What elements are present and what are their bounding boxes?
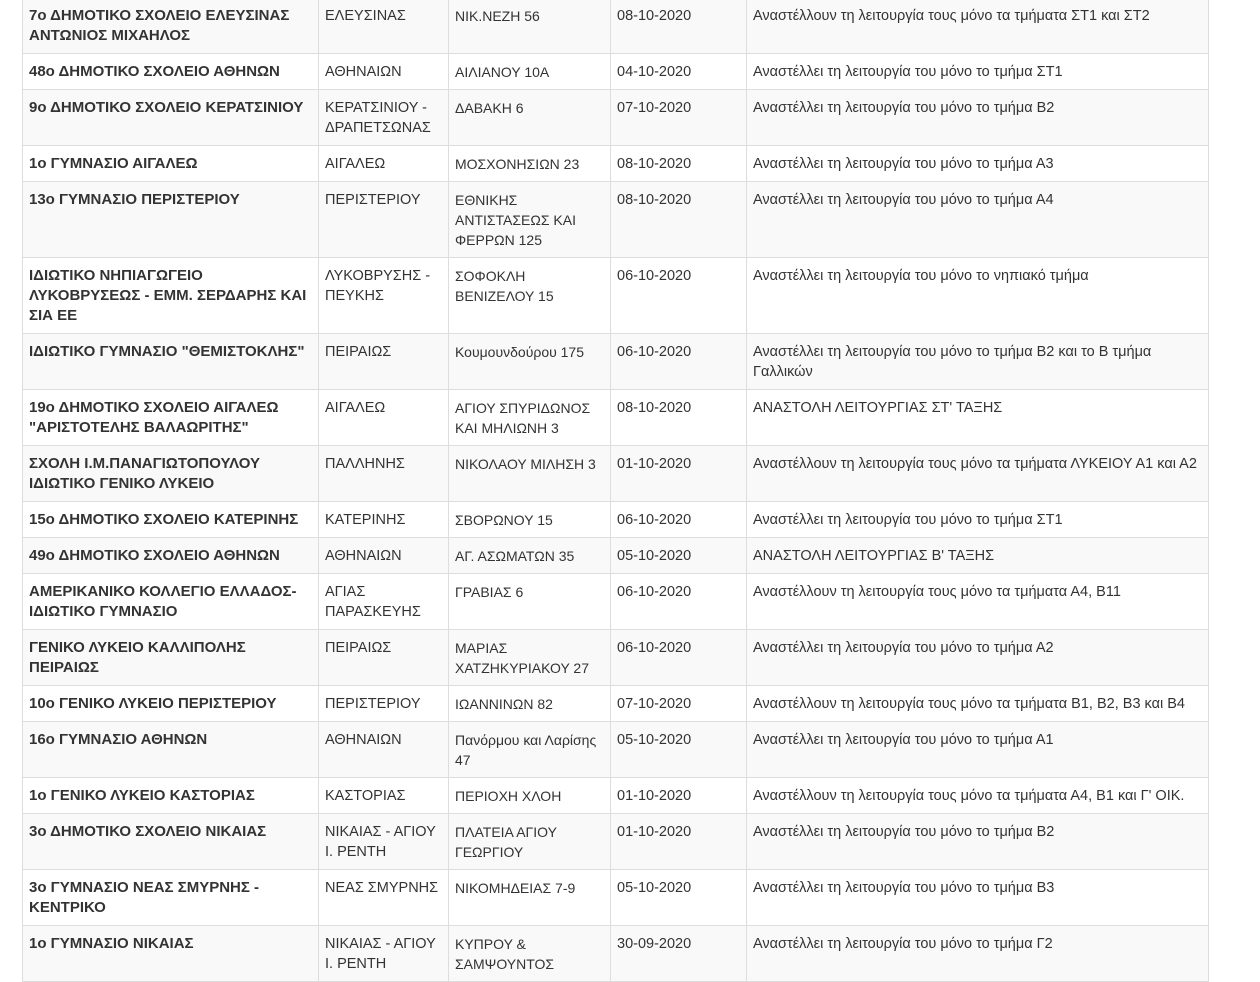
municipality-cell: ΚΑΣΤΟΡΙΑΣ	[319, 778, 449, 814]
suspension-note-cell: Αναστέλλει τη λειτουργία του μόνο το τμήμα Β2 και το Β τμήμα Γαλλικών	[747, 334, 1209, 390]
suspension-note-cell: ΑΝΑΣΤΟΛΗ ΛΕΙΤΟΥΡΓΙΑΣ ΣΤ' ΤΑΞΗΣ	[747, 390, 1209, 446]
suspension-note-cell: ΑΝΑΣΤΟΛΗ ΛΕΙΤΟΥΡΓΙΑΣ Β' ΤΑΞΗΣ	[747, 538, 1209, 574]
school-name-cell: 7ο ΔΗΜΟΤΙΚΟ ΣΧΟΛΕΙΟ ΕΛΕΥΣΙΝΑΣ ΑΝΤΩΝΙΟΣ ΜΙΧΑΗΛΟΣ	[23, 0, 319, 54]
address-cell: Πανόρμου και Λαρίσης 47	[449, 722, 611, 778]
suspension-note-cell: Αναστέλλει τη λειτουργία του μόνο το τμήμα ΣΤ1	[747, 54, 1209, 90]
school-name-cell: 13ο ΓΥΜΝΑΣΙΟ ΠΕΡΙΣΤΕΡΙΟΥ	[23, 182, 319, 258]
school-name-cell: 9ο ΔΗΜΟΤΙΚΟ ΣΧΟΛΕΙΟ ΚΕΡΑΤΣΙΝΙΟΥ	[23, 90, 319, 146]
address-cell: ΣΟΦΟΚΛΗ ΒΕΝΙΖΕΛΟΥ 15	[449, 258, 611, 334]
table-row	[23, 446, 1209, 502]
school-name-cell: ΑΜΕΡΙΚΑΝΙΚΟ ΚΟΛΛΕΓΙΟ ΕΛΛΑΔΟΣ-ΙΔΙΩΤΙΚΟ ΓΥΜΝΑΣΙΟ	[23, 574, 319, 630]
address-cell: ΑΓ. ΑΣΩΜΑΤΩΝ 35	[449, 538, 611, 574]
suspension-note-cell: Αναστέλλουν τη λειτουργία τους μόνο τα τμήματα ΣΤ1 και ΣΤ2	[747, 0, 1209, 54]
suspension-note-cell: Αναστέλλει τη λειτουργία του μόνο το τμήμα Α1	[747, 722, 1209, 778]
date-cell: 08-10-2020	[611, 146, 747, 182]
date-cell: 01-10-2020	[611, 814, 747, 870]
suspension-note-cell: Αναστέλλουν τη λειτουργία τους μόνο τα τμήματα Β1, Β2, Β3 και Β4	[747, 686, 1209, 722]
municipality-cell: ΑΘΗΝΑΙΩΝ	[319, 538, 449, 574]
date-cell: 08-10-2020	[611, 0, 747, 54]
municipality-cell: ΠΕΡΙΣΤΕΡΙΟΥ	[319, 182, 449, 258]
table-row	[23, 182, 1209, 258]
table-row	[23, 390, 1209, 446]
address-cell: ΑΙΛΙΑΝΟΥ 10Α	[449, 54, 611, 90]
school-name-cell: 1ο ΓΥΜΝΑΣΙΟ ΑΙΓΑΛΕΩ	[23, 146, 319, 182]
address-cell: Κουμουνδούρου 175	[449, 334, 611, 390]
table-body	[23, 0, 1209, 982]
school-name-cell: 15ο ΔΗΜΟΤΙΚΟ ΣΧΟΛΕΙΟ ΚΑΤΕΡΙΝΗΣ	[23, 502, 319, 538]
table-row	[23, 334, 1209, 390]
municipality-cell: ΑΘΗΝΑΙΩΝ	[319, 54, 449, 90]
table-row	[23, 538, 1209, 574]
municipality-cell: ΠΕΙΡΑΙΩΣ	[319, 630, 449, 686]
address-cell: ΕΘΝΙΚΗΣ ΑΝΤΙΣΤΑΣΕΩΣ ΚΑΙ ΦΕΡΡΩΝ 125	[449, 182, 611, 258]
suspension-note-cell: Αναστέλλει τη λειτουργία του μόνο το τμήμα Γ2	[747, 926, 1209, 982]
suspension-note-cell: Αναστέλλουν τη λειτουργία τους μόνο τα τμήματα ΛΥΚΕΙΟΥ Α1 και Α2	[747, 446, 1209, 502]
address-cell: ΣΒΟΡΩΝΟΥ 15	[449, 502, 611, 538]
municipality-cell: ΛΥΚΟΒΡΥΣΗΣ - ΠΕΥΚΗΣ	[319, 258, 449, 334]
school-name-cell: 3ο ΓΥΜΝΑΣΙΟ ΝΕΑΣ ΣΜΥΡΝΗΣ - ΚΕΝΤΡΙΚΟ	[23, 870, 319, 926]
municipality-cell: ΝΙΚΑΙΑΣ - ΑΓΙΟΥ Ι. ΡΕΝΤΗ	[319, 926, 449, 982]
municipality-cell: ΝΕΑΣ ΣΜΥΡΝΗΣ	[319, 870, 449, 926]
date-cell: 06-10-2020	[611, 502, 747, 538]
table-row	[23, 90, 1209, 146]
date-cell: 08-10-2020	[611, 390, 747, 446]
address-cell: ΑΓΙΟΥ ΣΠΥΡΙΔΩΝΟΣ ΚΑΙ ΜΗΛΙΩΝΗ 3	[449, 390, 611, 446]
table-row	[23, 926, 1209, 982]
suspension-note-cell: Αναστέλλει τη λειτουργία του μόνο το τμήμα Α3	[747, 146, 1209, 182]
municipality-cell: ΠΕΙΡΑΙΩΣ	[319, 334, 449, 390]
table-row	[23, 814, 1209, 870]
school-name-cell: ΙΔΙΩΤΙΚΟ ΓΥΜΝΑΣΙΟ "ΘΕΜΙΣΤΟΚΛΗΣ"	[23, 334, 319, 390]
municipality-cell: ΑΓΙΑΣ ΠΑΡΑΣΚΕΥΗΣ	[319, 574, 449, 630]
address-cell: ΠΕΡΙΟΧΗ ΧΛΟΗ	[449, 778, 611, 814]
date-cell: 07-10-2020	[611, 90, 747, 146]
suspension-note-cell: Αναστέλλει τη λειτουργία του μόνο το τμήμα ΣΤ1	[747, 502, 1209, 538]
municipality-cell: ΑΘΗΝΑΙΩΝ	[319, 722, 449, 778]
table-row	[23, 574, 1209, 630]
address-cell: ΓΡΑΒΙΑΣ 6	[449, 574, 611, 630]
suspension-note-cell: Αναστέλλει τη λειτουργία του μόνο το νηπιακό τμήμα	[747, 258, 1209, 334]
municipality-cell: ΠΑΛΛΗΝΗΣ	[319, 446, 449, 502]
table-row	[23, 778, 1209, 814]
table-row	[23, 258, 1209, 334]
address-cell: ΙΩΑΝΝΙΝΩΝ 82	[449, 686, 611, 722]
date-cell: 05-10-2020	[611, 722, 747, 778]
address-cell: ΜΑΡΙΑΣ ΧΑΤΖΗΚΥΡΙΑΚΟΥ 27	[449, 630, 611, 686]
school-name-cell: 1ο ΓΕΝΙΚΟ ΛΥΚΕΙΟ ΚΑΣΤΟΡΙΑΣ	[23, 778, 319, 814]
municipality-cell: ΑΙΓΑΛΕΩ	[319, 146, 449, 182]
date-cell: 06-10-2020	[611, 574, 747, 630]
table-row	[23, 502, 1209, 538]
municipality-cell: ΑΙΓΑΛΕΩ	[319, 390, 449, 446]
date-cell: 01-10-2020	[611, 778, 747, 814]
school-name-cell: ΙΔΙΩΤΙΚΟ ΝΗΠΙΑΓΩΓΕΙΟ ΛΥΚΟΒΡΥΣΕΩΣ - ΕΜΜ. ΣΕΡΔΑΡΗΣ ΚΑΙ ΣΙΑ ΕΕ	[23, 258, 319, 334]
school-name-cell: 1ο ΓΥΜΝΑΣΙΟ ΝΙΚΑΙΑΣ	[23, 926, 319, 982]
school-name-cell: 10ο ΓΕΝΙΚΟ ΛΥΚΕΙΟ ΠΕΡΙΣΤΕΡΙΟΥ	[23, 686, 319, 722]
date-cell: 01-10-2020	[611, 446, 747, 502]
table-row	[23, 722, 1209, 778]
suspension-note-cell: Αναστέλλει τη λειτουργία του μόνο το τμήμα Β2	[747, 814, 1209, 870]
date-cell: 07-10-2020	[611, 686, 747, 722]
suspension-note-cell: Αναστέλλουν τη λειτουργία τους μόνο τα τμήματα Α4, Β1 και Γ' ΟΙΚ.	[747, 778, 1209, 814]
table-row	[23, 686, 1209, 722]
suspension-note-cell: Αναστέλλει τη λειτουργία του μόνο το τμήμα Α4	[747, 182, 1209, 258]
school-name-cell: 16ο ΓΥΜΝΑΣΙΟ ΑΘΗΝΩΝ	[23, 722, 319, 778]
suspension-note-cell: Αναστέλλουν τη λειτουργία τους μόνο τα τμήματα Α4, Β11	[747, 574, 1209, 630]
table-row	[23, 54, 1209, 90]
date-cell: 30-09-2020	[611, 926, 747, 982]
date-cell: 06-10-2020	[611, 334, 747, 390]
municipality-cell: ΚΑΤΕΡΙΝΗΣ	[319, 502, 449, 538]
school-closures-table	[22, 0, 1209, 982]
school-name-cell: 19ο ΔΗΜΟΤΙΚΟ ΣΧΟΛΕΙΟ ΑΙΓΑΛΕΩ "ΑΡΙΣΤΟΤΕΛΗΣ ΒΑΛΑΩΡΙΤΗΣ"	[23, 390, 319, 446]
suspension-note-cell: Αναστέλλει τη λειτουργία του μόνο το τμήμα Β3	[747, 870, 1209, 926]
suspension-note-cell: Αναστέλλει τη λειτουργία του μόνο το τμήμα Β2	[747, 90, 1209, 146]
address-cell: ΝΙΚΟΜΗΔΕΙΑΣ 7-9	[449, 870, 611, 926]
date-cell: 06-10-2020	[611, 258, 747, 334]
table-row	[23, 0, 1209, 54]
school-name-cell: ΣΧΟΛΗ Ι.Μ.ΠΑΝΑΓΙΩΤΟΠΟΥΛΟΥ ΙΔΙΩΤΙΚΟ ΓΕΝΙΚΟ ΛΥΚΕΙΟ	[23, 446, 319, 502]
address-cell: ΝΙΚ.ΝΕΖΗ 56	[449, 0, 611, 54]
table-row	[23, 630, 1209, 686]
municipality-cell: ΚΕΡΑΤΣΙΝΙΟΥ - ΔΡΑΠΕΤΣΩΝΑΣ	[319, 90, 449, 146]
suspension-note-cell: Αναστέλλει τη λειτουργία του μόνο το τμήμα Α2	[747, 630, 1209, 686]
table-row	[23, 146, 1209, 182]
date-cell: 04-10-2020	[611, 54, 747, 90]
table-row	[23, 870, 1209, 926]
address-cell: ΜΟΣΧΟΝΗΣΙΩΝ 23	[449, 146, 611, 182]
date-cell: 05-10-2020	[611, 870, 747, 926]
municipality-cell: ΕΛΕΥΣΙΝΑΣ	[319, 0, 449, 54]
date-cell: 08-10-2020	[611, 182, 747, 258]
address-cell: ΠΛΑΤΕΙΑ ΑΓΙΟΥ ΓΕΩΡΓΙΟΥ	[449, 814, 611, 870]
address-cell: ΝΙΚΟΛΑΟΥ ΜΙΛΗΣΗ 3	[449, 446, 611, 502]
school-name-cell: 49ο ΔΗΜΟΤΙΚΟ ΣΧΟΛΕΙΟ ΑΘΗΝΩΝ	[23, 538, 319, 574]
date-cell: 06-10-2020	[611, 630, 747, 686]
date-cell: 05-10-2020	[611, 538, 747, 574]
address-cell: ΔΑΒΑΚΗ 6	[449, 90, 611, 146]
school-name-cell: ΓΕΝΙΚΟ ΛΥΚΕΙΟ ΚΑΛΛΙΠΟΛΗΣ ΠΕΙΡΑΙΩΣ	[23, 630, 319, 686]
address-cell: ΚΥΠΡΟΥ & ΣΑΜΨΟΥΝΤΟΣ	[449, 926, 611, 982]
school-name-cell: 3ο ΔΗΜΟΤΙΚΟ ΣΧΟΛΕΙΟ ΝΙΚΑΙΑΣ	[23, 814, 319, 870]
school-closures-table-container	[22, 0, 1208, 982]
municipality-cell: ΝΙΚΑΙΑΣ - ΑΓΙΟΥ Ι. ΡΕΝΤΗ	[319, 814, 449, 870]
municipality-cell: ΠΕΡΙΣΤΕΡΙΟΥ	[319, 686, 449, 722]
school-name-cell: 48ο ΔΗΜΟΤΙΚΟ ΣΧΟΛΕΙΟ ΑΘΗΝΩΝ	[23, 54, 319, 90]
